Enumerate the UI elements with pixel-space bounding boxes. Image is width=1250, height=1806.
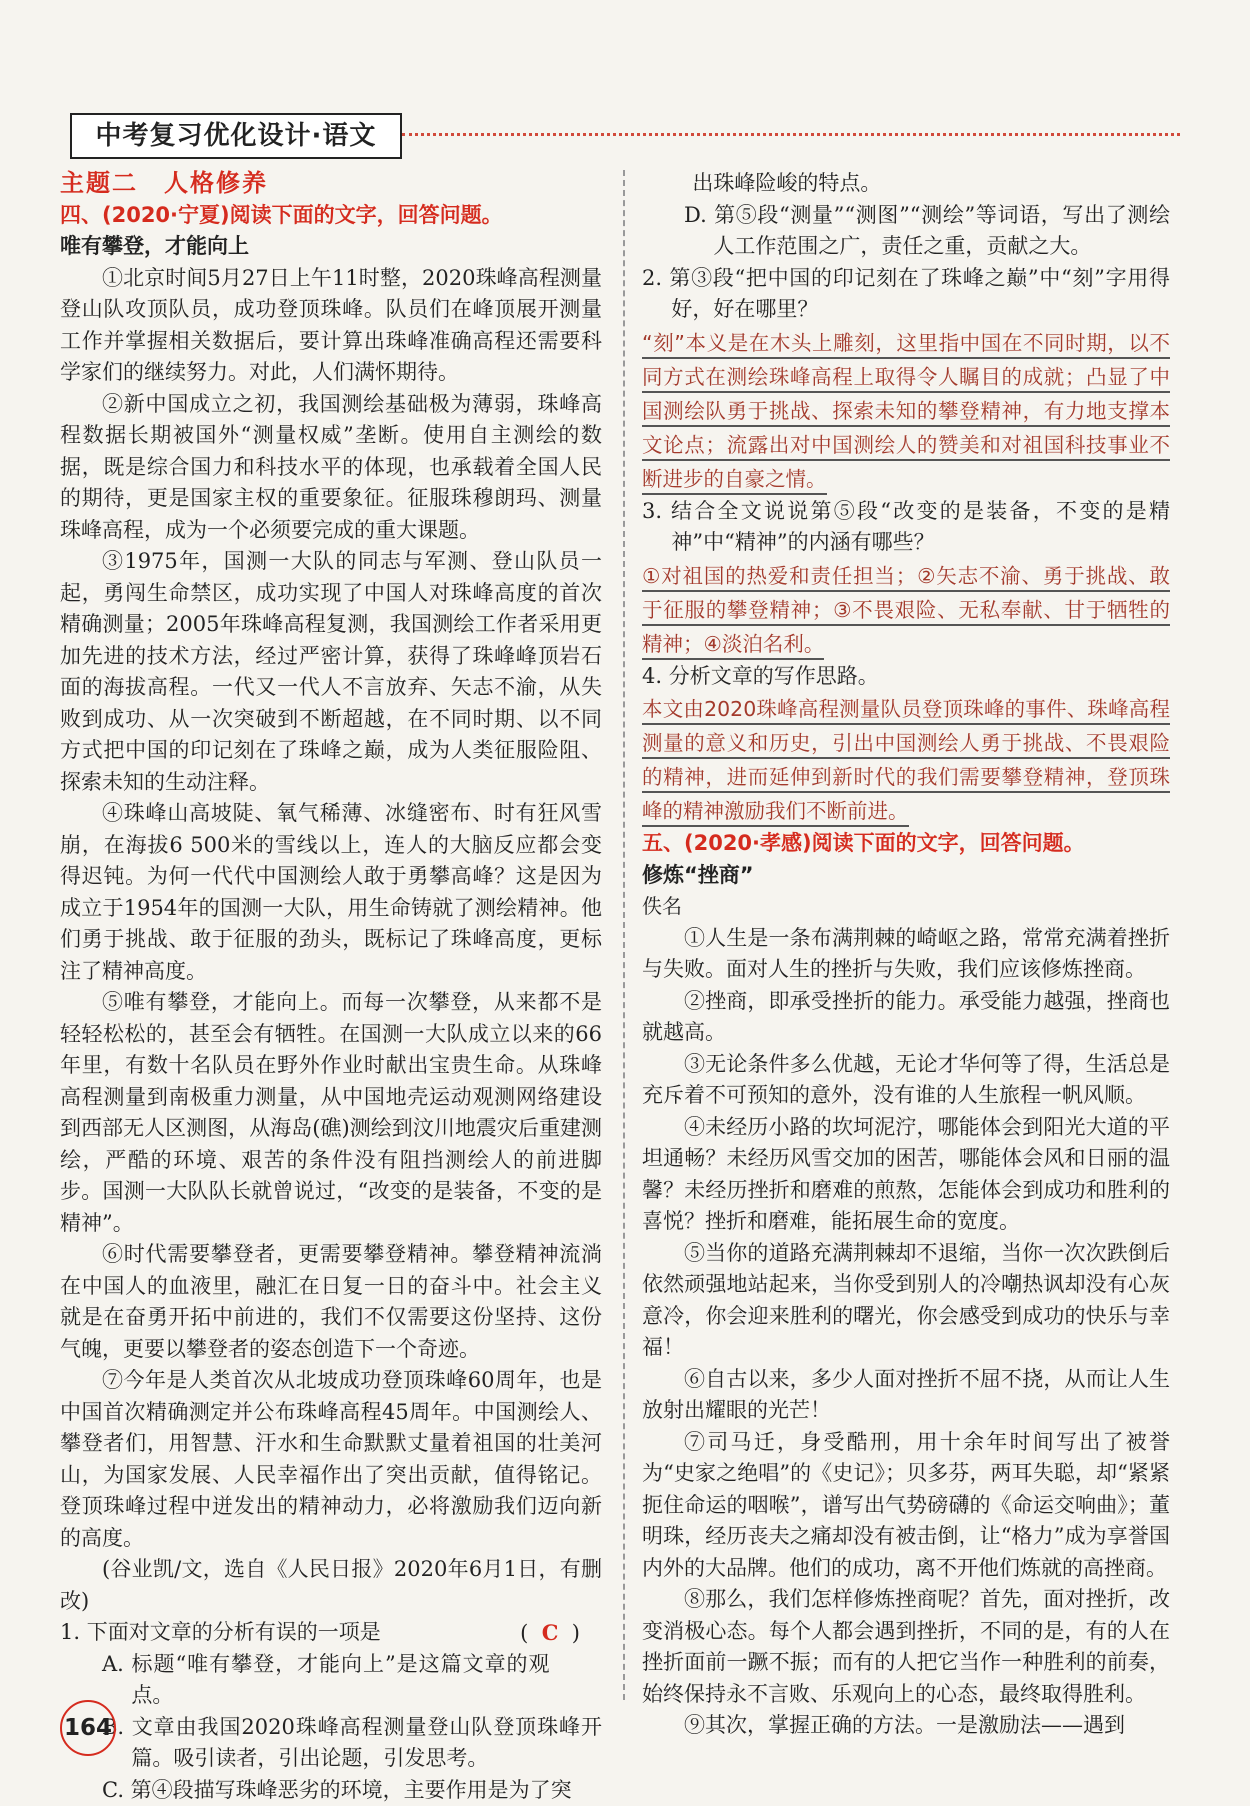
paragraph: ⑨其次，掌握正确的方法。一是激励法——遇到 [642, 1710, 1170, 1742]
book-title-header: 中考复习优化设计·语文 [70, 113, 402, 159]
question-2: 2. 第③段“把中国的印记刻在了珠峰之巅”中“刻”字用得好，好在哪里？ [642, 263, 1170, 326]
paragraph: ③无论条件多么优越，无论才华何等了得，生活总是充斥着不可预知的意外，没有谁的人生旅程一帆风顺。 [642, 1049, 1170, 1112]
page-number: 164 [60, 1700, 116, 1756]
paragraph: ④珠峰山高坡陡、氧气稀薄、冰缝密布、时有狂风雪崩，在海拔6 500米的雪线以上，连人的大脑反应都会变得迟钝。为何一代代中国测绘人敢于勇攀高峰？这是因为成立于1954年的国测一大队，用生命铸就了测绘精神。他们勇于挑战、敢于征服的劲头，既标记了珠峰高度，更标注了精神高度。 [60, 798, 602, 987]
article-title-2: 修炼“挫商” [642, 860, 1170, 892]
left-column [60, 168, 602, 1806]
paragraph: ⑦今年是人类首次从北坡成功登顶珠峰60周年，也是中国首次精确测定并公布珠峰高程45周年。中国测绘人、攀登者们，用智慧、汗水和生命默默丈量着祖国的壮美河山，为国家发展、人民幸福作出了突出贡献，值得铭记。登顶珠峰过程中迸发出的精神动力，必将激励我们迈向新的高度。 [60, 1365, 602, 1554]
paragraph: ⑥自古以来，多少人面对挫折不屈不挠，从而让人生放射出耀眼的光芒！ [642, 1364, 1170, 1427]
question-4: 4. 分析文章的写作思路。 [642, 661, 1170, 693]
header-dotted-rule [402, 133, 1180, 136]
paragraph: ⑦司马迁，身受酷刑，用十余年时间写出了被誉为“史家之绝唱”的《史记》；贝多芬，两耳失聪，却“紧紧扼住命运的咽喉”，谱写出气势磅礴的《命运交响曲》；董明珠，经历丧夫之痛却没有被击倒，让“格力”成为享誉国内外的大品牌。他们的成功，离不开他们炼就的高挫商。 [642, 1427, 1170, 1585]
question-3: 3. 结合全文说说第⑤段“改变的是装备，不变的是精神”中“精神”的内涵有哪些？ [642, 496, 1170, 559]
section-4-heading: 四、(2020·宁夏)阅读下面的文字，回答问题。 [60, 200, 602, 232]
paragraph: ①人生是一条布满荆棘的崎岖之路，常常充满着挫折与失败。面对人生的挫折与失败，我们应该修炼挫商。 [642, 923, 1170, 986]
section-5-heading: 五、(2020·孝感)阅读下面的文字，回答问题。 [642, 828, 1170, 860]
article-author: 佚名 [642, 891, 1170, 923]
paragraph: ⑥时代需要攀登者，更需要攀登精神。攀登精神流淌在中国人的血液里，融汇在日复一日的奋斗中。社会主义就是在奋勇开拓中前进的，我们不仅需要这份坚持、这份气魄，更要以攀登者的姿态创造下一个奇迹。 [60, 1239, 602, 1365]
paragraph: ①北京时间5月27日上午11时整，2020珠峰高程测量登山队攻顶队员，成功登顶珠峰。队员们在峰顶展开测量工作并掌握相关数据后，要计算出珠峰准确高程还需要科学家们的继续努力。对此，人们满怀期待。 [60, 263, 602, 389]
question-1-answer: C [542, 1620, 559, 1645]
paragraph: ②新中国成立之初，我国测绘基础极为薄弱，珠峰高程数据长期被国外“测量权威”垄断。使用自主测绘的数据，既是综合国力和科技水平的体现，也承载着全国人民的期待，更是国家主权的重要象征。征服珠穆朗玛、测量珠峰高程，成为一个必须要完成的重大课题。 [60, 389, 602, 547]
question-1-stem: 1. 下面对文章的分析有误的一项是 [60, 1620, 381, 1644]
option-a: A. 标题“唯有攀登，才能向上”是这篇文章的观点。 [60, 1649, 602, 1712]
option-b: B. 文章由我国2020珠峰高程测量登山队登顶珠峰开篇。吸引读者，引出论题，引发思考。 [60, 1712, 602, 1775]
paragraph: ⑧那么，我们怎样修炼挫商呢？首先，面对挫折，改变消极心态。每个人都会遇到挫折，不同的是，有的人在挫折面前一蹶不振；而有的人把它当作一种胜利的前奏，始终保持永不言败、乐观向上的心态，最终取得胜利。 [642, 1584, 1170, 1710]
paragraph: ④未经历小路的坎坷泥泞，哪能体会到阳光大道的平坦通畅？未经历风雪交加的困苦，哪能体会风和日丽的温馨？未经历挫折和磨难的煎熬，怎能体会到成功和胜利的喜悦？挫折和磨难，能拓展生命的宽度。 [642, 1112, 1170, 1238]
answer-bracket: ( C ) [550, 1617, 580, 1650]
answer-2: “刻”本义是在木头上雕刻，这里指中国在不同时期，以不同方式在测绘珠峰高程上取得令人瞩目的成就；凸显了中国测绘队勇于挑战、探索未知的攀登精神，有力地支撑本文论点；流露出对中国测绘人的赞美和对祖国科技事业不断进步的自豪之情。 [642, 326, 1170, 496]
source-note: (谷业凯/文，选自《人民日报》2020年6月1日，有删改) [60, 1554, 602, 1617]
right-column [642, 168, 1170, 1742]
column-divider [623, 170, 625, 1700]
option-c-continued: 出珠峰险峻的特点。 [642, 168, 1170, 200]
topic-title: 主题二 人格修养 [60, 168, 602, 200]
answer-3: ①对祖国的热爱和责任担当；②矢志不渝、勇于挑战、敢于征服的攀登精神；③不畏艰险、无私奉献、甘于牺牲的精神；④淡泊名利。 [642, 559, 1170, 661]
paragraph: ⑤唯有攀登，才能向上。而每一次攀登，从来都不是轻轻松松的，甚至会有牺牲。在国测一大队成立以来的66年里，有数十名队员在野外作业时献出宝贵生命。从珠峰高程测量到南极重力测量，从中国地壳运动观测网络建设到西部无人区测图，从海岛(礁)测绘到汶川地震灾后重建测绘，严酷的环境、艰苦的条件没有阻挡测绘人的前进脚步。国测一大队队长就曾说过，“改变的是装备，不变的是精神”。 [60, 987, 602, 1239]
paragraph: ③1975年，国测一大队的同志与军测、登山队员一起，勇闯生命禁区，成功实现了中国人对珠峰高度的首次精确测量；2005年珠峰高程复测，我国测绘工作者采用更加先进的技术方法，经过严密计算，获得了珠峰峰顶岩石面的海拔高程。一代又一代人不言放弃、矢志不渝，从失败到成功、从一次突破到不断超越，在不同时期、以不同方式把中国的印记刻在了珠峰之巅，成为人类征服险阻、探索未知的生动注释。 [60, 546, 602, 798]
paragraph: ②挫商，即承受挫折的能力。承受能力越强，挫商也就越高。 [642, 986, 1170, 1049]
question-1 [60, 1617, 602, 1649]
option-d: D. 第⑤段“测量”“测图”“测绘”等词语，写出了测绘人工作范围之广，责任之重，贡献之大。 [642, 200, 1170, 263]
article-title: 唯有攀登，才能向上 [60, 231, 602, 263]
answer-4: 本文由2020珠峰高程测量队员登顶珠峰的事件、珠峰高程测量的意义和历史，引出中国测绘人勇于挑战、不畏艰险的精神，进而延伸到新时代的我们需要攀登精神，登顶珠峰的精神激励我们不断前进。 [642, 692, 1170, 828]
paragraph: ⑤当你的道路充满荆棘却不退缩，当你一次次跌倒后依然顽强地站起来，当你受到别人的冷嘲热讽却没有心灰意冷，你会迎来胜利的曙光，你会感受到成功的快乐与幸福！ [642, 1238, 1170, 1364]
option-c: C. 第④段描写珠峰恶劣的环境，主要作用是为了突 [60, 1775, 602, 1806]
